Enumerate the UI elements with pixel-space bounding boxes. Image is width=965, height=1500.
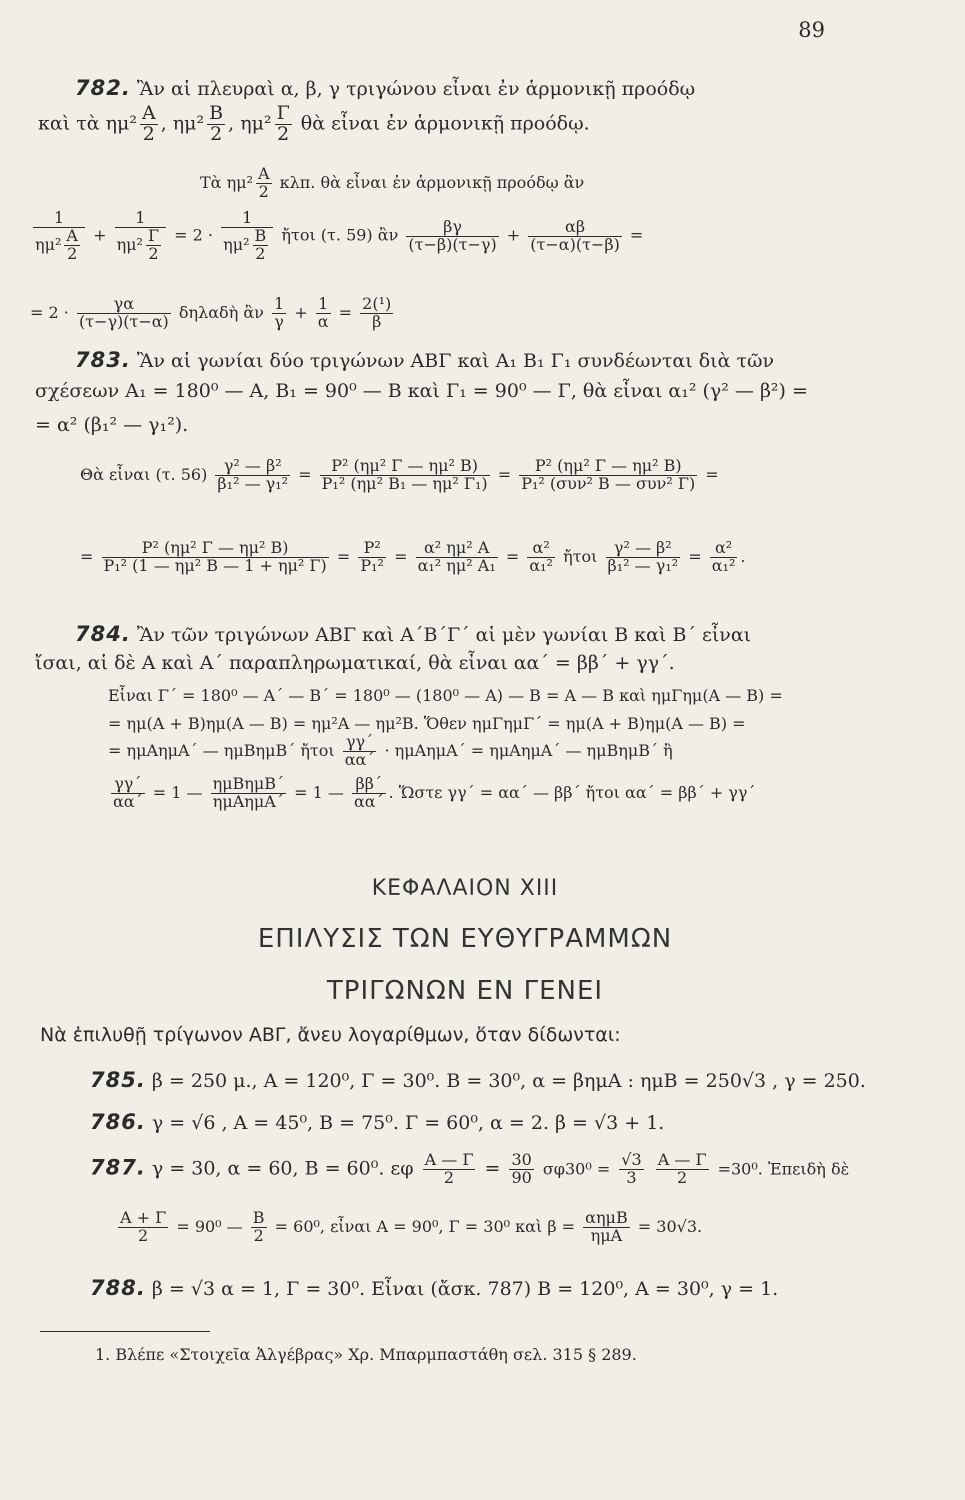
sine-squared: ημ² (240, 112, 272, 135)
problem-784-line4: = ημ(Α + Β)ημ(Α — Β) = ημ²Α — ημ²Β. Ὅθεν ημΓημΓ΄ = ημ(Α + Β)ημ(Α — Β) = (108, 714, 746, 733)
fraction: $\frac{\text{γ² — β²}}{\text{β₁² — γ₁²}}$ (607, 538, 679, 575)
page-number: 89 (798, 18, 825, 42)
fraction: $\frac{\text{α²}}{\text{α₁²}}$ (711, 538, 736, 575)
equals-sign: = (505, 546, 520, 566)
problem-787-line1 (90, 1152, 849, 1187)
problem-784-line2: ἴσαι, αἱ δὲ Α καὶ Α΄ παραπληρωματικαί, θὰ εἶναι αα΄ = ββ΄ + γγ΄. (35, 652, 675, 674)
problem-782-eq1 (30, 210, 643, 262)
fraction-AmG-2: $\frac{A — \Gamma}{2}$ (657, 1150, 707, 1187)
equals-sign: = (497, 464, 512, 484)
footnote-divider (40, 1331, 210, 1332)
fraction: $\frac{\text{P²}}{\text{P₁²}}$ (360, 538, 384, 575)
fraction: $\frac{\text{P² (ημ² Γ — ημ² Β)}}{\text{P₁² (1 — ημ² Β — 1 + ημ² Γ)}}$ (103, 538, 327, 575)
problem-783-line1 (75, 348, 774, 372)
problem-number: 786. (90, 1110, 146, 1134)
text: = ημΑημΑ΄ — ημΒημΒ΄ ἤτοι (108, 740, 335, 760)
fraction-2-b: $\frac{\text{2(¹)}}{\beta}$ (362, 294, 392, 331)
problem-788 (90, 1276, 778, 1300)
plus-sign: + (506, 225, 521, 245)
text: δηλαδὴ ἂν (178, 302, 264, 322)
problem-784-line1 (75, 622, 751, 646)
fraction-bb-aa: $\frac{\beta\beta΄}{\alpha\alpha΄}$ (354, 774, 384, 811)
fraction-AmG-2: $\frac{A — \Gamma}{2}$ (424, 1150, 474, 1187)
fraction-G-2: $\frac{\Gamma}{2}$ (276, 102, 290, 145)
problem-number: 783. (75, 348, 131, 372)
fraction: $\frac{\text{α²}}{\text{α₁²}}$ (529, 538, 553, 575)
text: καὶ τὰ (38, 112, 100, 135)
problem-text: Ἂν αἱ γωνίαι δύο τριγώνων ΑΒΓ καὶ Α₁ Β₁ Γ₁ συνδέωνται διὰ τῶν (136, 350, 775, 372)
text: σφ30⁰ = (542, 1159, 611, 1179)
fraction: $\frac{\text{α² ημ² Α}}{\text{α₁² ημ² Α₁}}$ (417, 538, 496, 575)
problem-number: 788. (90, 1276, 146, 1300)
sine-squared: ημ² (226, 172, 253, 192)
problem-782-eq2 (30, 296, 396, 331)
fraction-ahb-ha: $\frac{\text{αημΒ}}{\text{ημΑ}}$ (585, 1208, 628, 1245)
fraction-A-2: $\frac{A}{2}$ (257, 164, 270, 201)
plus-sign: + (294, 302, 308, 322)
chapter-title-line2: ΤΡΙΓΩΝΩΝ ΕΝ ΓΕΝΕΙ (326, 976, 604, 1006)
text: κλπ. θὰ εἶναι ἐν ἁρμονικῇ προόδῳ ἂν (279, 172, 585, 192)
fraction-1-g: $\frac{1}{\gamma}$ (273, 294, 285, 331)
fraction-gg-aa: $\frac{\gamma\gamma΄}{\alpha\alpha΄}$ (113, 774, 143, 811)
equals-sign: = (80, 546, 94, 566)
fraction-B-2: $\frac{B}{2}$ (252, 1208, 265, 1245)
equals-two: = 2 · (174, 225, 214, 245)
fraction: $\frac{\text{P² (ημ² Γ — ημ² Β)}}{\text{P₁² (ημ² Β₁ — ημ² Γ₁)}}$ (321, 456, 488, 493)
fraction-r3-3: $\frac{√3}{3}$ (621, 1150, 642, 1187)
fraction-one-over-hm2A: 1 ημ² $\frac{A}{2}$ (33, 210, 85, 262)
equals-two: = 2 · (30, 302, 69, 322)
problem-785 (90, 1068, 866, 1092)
problem-number: 784. (75, 622, 131, 646)
fraction: $\frac{\text{P² (ημ² Γ — ημ² Β)}}{\text{P₁² (συν² Β — συν² Γ)}}$ (521, 456, 696, 493)
text: ἤτοι (τ. 59) ἂν (281, 225, 399, 245)
problem-782-line1 (75, 76, 695, 100)
footnote: 1. Βλέπε «Στοιχεῖα Ἀλγέβρας» Χρ. Μπαρμπαστάθη σελ. 315 § 289. (95, 1345, 637, 1364)
fraction-sines: $\frac{\text{ημΒημΒ΄}}{\text{ημΑημΑ΄}}$ (212, 774, 285, 811)
fraction-one-over-hm2B: 1 ημ² $\frac{B}{2}$ (221, 210, 273, 262)
problem-782-line3 (200, 166, 584, 201)
problem-784-line5 (108, 734, 673, 769)
equals-sign: = (484, 1157, 501, 1180)
sine-squared: ημ² (105, 112, 137, 135)
problem-784-line6 (108, 776, 755, 811)
problem-783-line2: σχέσεων Α₁ = 180⁰ — Α, Β₁ = 90⁰ — Β καὶ Γ₁ = 90⁰ — Γ, θὰ εἶναι α₁² (γ² — β²) = (35, 380, 808, 402)
chapter-label: ΚΕΦΑΛΑΙΟΝ XIII (371, 876, 559, 901)
equals-sign: = (298, 464, 312, 484)
problem-text: γ = 30, α = 60, Β = 60⁰. εφ (151, 1157, 414, 1180)
problem-text: γ = √6 , Α = 45⁰, Β = 75⁰. Γ = 60⁰, α = 2. β = √3 + 1. (151, 1112, 665, 1134)
problem-783-line3: = α² (β₁² — γ₁²). (35, 414, 189, 436)
sine-squared: ημ² (172, 112, 205, 135)
problem-783-eq1 (80, 458, 719, 493)
fraction-B-2: $\frac{B}{2}$ (209, 102, 224, 145)
text: = 60⁰, εἶναι Α = 90⁰, Γ = 30⁰ καὶ β = (274, 1216, 576, 1236)
text: · ημΑημΑ΄ = ημΑημΑ΄ — ημΒημΒ΄ ἢ (384, 740, 673, 760)
text: = 30√3. (637, 1216, 703, 1236)
equals-sign: = (338, 302, 353, 322)
problem-text: Ἂν αἱ πλευραὶ α, β, γ τριγώνου εἶναι ἐν ἁρμονικῇ προόδῳ (136, 78, 696, 100)
problem-number: 787. (90, 1155, 146, 1180)
fraction-A-2: $\frac{A}{2}$ (141, 102, 156, 145)
problem-783-eq2: = $\frac{\text{P² (ημ² Γ — ημ² Β)}}{\text{P₁² (1 — ημ² Β — 1 + ημ² Γ)}}$ = $\frac{\text{P²}}{\text{P₁²}}$ = $\frac{\text{α² ημ² Α}}{\text{α₁² ημ² Α₁}}$ = $\frac{\text{α²}}{\text{α₁²}}$ ἤτοι $\frac{\text{γ² — β²}}{\text{β₁² — γ₁²}}$ = $\frac{\text{α²}}{\text{α₁²}}$ . (80, 538, 746, 575)
plus-sign: + (93, 225, 107, 245)
text: = 90⁰ — (176, 1216, 243, 1236)
equals-sign: = (688, 546, 702, 566)
fraction-one-over-hm2G: 1 ημ² $\frac{\Gamma}{2}$ (115, 210, 167, 262)
text: ἤτοι (563, 546, 598, 566)
equals-sign: = (629, 225, 644, 245)
text: . Ὥστε γγ΄ = αα΄ — ββ΄ ἤτοι αα΄ = ββ΄ + γγ΄ (388, 782, 756, 802)
text: = 1 — (294, 782, 344, 802)
problem-text: β = 250 μ., Α = 120⁰, Γ = 30⁰. Β = 30⁰, α = βημΑ : ημΒ = 250√3 , γ = 250. (151, 1070, 866, 1092)
fraction-ApG-2: $\frac{A + \Gamma}{2}$ (120, 1208, 167, 1245)
problem-number: 782. (75, 76, 131, 100)
fraction-ga: $\frac{\gamma\alpha}{(\tau-\gamma)(\tau-\alpha)}$ (78, 294, 169, 331)
problem-787-line2 (115, 1210, 702, 1245)
problem-number: 785. (90, 1068, 146, 1092)
problem-784-line3: Εἶναι Γ΄ = 180⁰ — Α΄ — Β΄ = 180⁰ — (180⁰ — Α) — Β = Α — Β καὶ ημΓημ(Α — Β) = (108, 686, 783, 705)
text: =30⁰. Ἐπειδὴ δὲ (717, 1159, 850, 1179)
fraction-1-a: $\frac{1}{\alpha}$ (317, 294, 329, 331)
equals-sign: = (394, 546, 408, 566)
equals-sign: = (705, 464, 719, 484)
fraction-ab: $\frac{\alpha\beta}{(\tau-\alpha)(\tau-\beta)}$ (530, 216, 620, 254)
fraction-gg-aa: $\frac{\gamma\gamma΄}{\alpha\alpha΄}$ (344, 732, 375, 769)
text: Θὰ εἶναι (τ. 56) (80, 464, 208, 484)
fraction-bg: $\frac{\beta\gamma}{(\tau-\beta)(\tau-\gamma)}$ (408, 216, 497, 254)
text: = 1 — (152, 782, 203, 802)
problem-786 (90, 1110, 664, 1134)
text: θὰ εἶναι ἐν ἁρμονικῇ προόδῳ. (300, 112, 590, 135)
problem-782-line2: καὶ τὰ ημ² $\frac{A}{2}$ , ημ² $\frac{B}{2}$ , ημ² $\frac{\Gamma}{2}$ θὰ εἶναι ἐν ἁρμονικῇ προόδῳ. (38, 102, 590, 145)
fraction: $\frac{\text{γ² — β²}}{\text{β₁² — γ₁²}}$ (217, 456, 289, 493)
fraction-30-90: $\frac{30}{90}$ (511, 1150, 532, 1187)
chapter-title-line1: ΕΠΙΛΥΣΙΣ ΤΩΝ ΕΥΘΥΓΡΑΜΜΩΝ (257, 924, 673, 954)
equals-sign: = (336, 546, 351, 566)
text: Τὰ (200, 172, 222, 192)
section-instruction: Νὰ ἐπιλυθῇ τρίγωνον ΑΒΓ, ἄνευ λογαρίθμων, ὅταν δίδωνται: (40, 1024, 621, 1046)
problem-text: Ἂν τῶν τριγώνων ΑΒΓ καὶ Α΄Β΄Γ΄ αἱ μὲν γωνίαι Β καὶ Β΄ εἶναι (136, 624, 752, 646)
problem-text: β = √3 α = 1, Γ = 30⁰. Εἶναι (ἄσκ. 787) Β = 120⁰, Α = 30⁰, γ = 1. (151, 1278, 779, 1300)
